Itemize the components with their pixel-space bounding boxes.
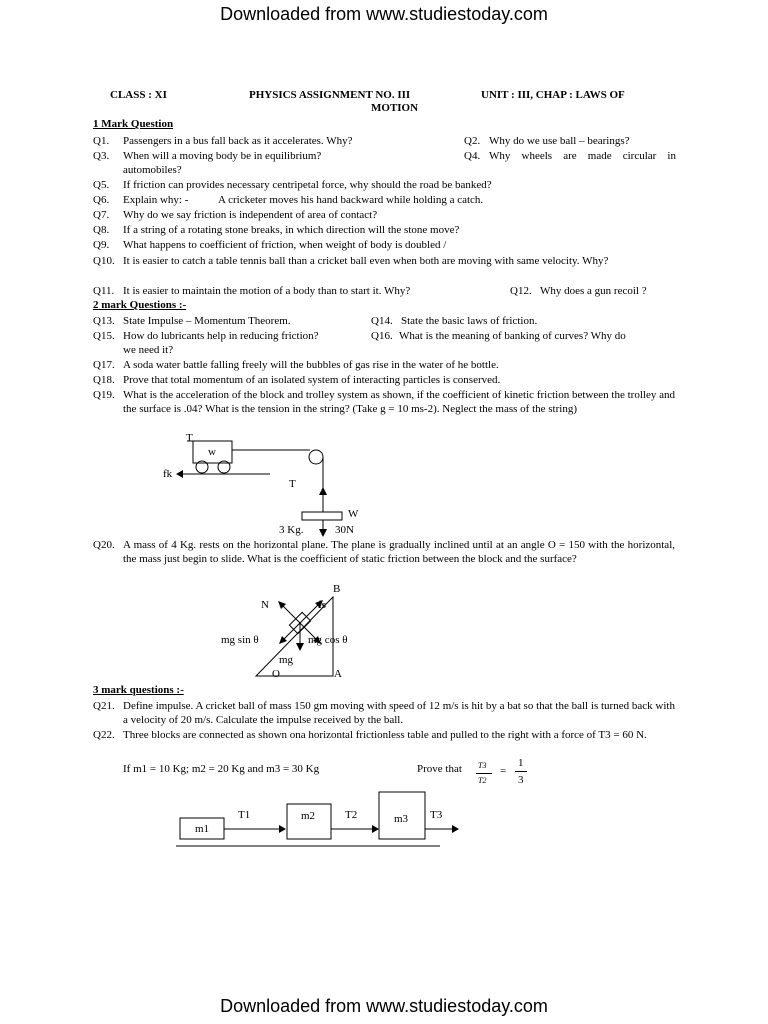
question-number: Q6. <box>93 194 110 206</box>
question-text: Why wheels are made circular in <box>489 150 676 162</box>
fig20-label-mgcos: mg cos θ <box>308 634 348 646</box>
fig20-label-O: O <box>272 668 280 680</box>
question-number: Q15. <box>93 330 115 342</box>
assignment-title-line2: MOTION <box>371 102 419 114</box>
fig19-label-W: W <box>348 508 359 520</box>
fig22-label-m2: m2 <box>301 810 316 822</box>
question-number: Q5. <box>93 179 110 191</box>
rhs-denominator: 3 <box>518 774 524 786</box>
question-text: Prove that total momentum of an isolated system of interacting particles is conserved. <box>123 374 501 386</box>
arrow-T2 <box>372 825 379 833</box>
question-text: It is easier to maintain the motion of a body than to start it. Why? <box>123 285 411 297</box>
fig20-label-fs: fs <box>318 599 326 611</box>
question-text: A mass of 4 Kg. rests on the horizontal plane. The plane is gradually inclined until at an angle O = 150 with the horizontal, the mass just begin to slide. What is the coefficient of static friction between the block and the surface? <box>123 539 675 565</box>
question-text: Why do we say friction is independent of area of contact? <box>123 209 378 221</box>
question-number: Q18. <box>93 374 115 386</box>
class-label: CLASS : XI <box>110 89 167 101</box>
question-number: Q3. <box>93 150 110 162</box>
question-number: Q22. <box>93 729 115 741</box>
fig19-label-T-top: T <box>186 432 193 444</box>
fig19-label-T: T <box>289 478 296 490</box>
question-text: What happens to coefficient of friction, when weight of body is doubled / <box>123 239 447 251</box>
question-text: If a string of a rotating stone breaks, in which direction will the stone move? <box>123 224 460 236</box>
fig20-label-mg: mg <box>279 654 294 666</box>
fraction-denominator: T2 <box>478 776 487 785</box>
fig20-label-mgsin: mg sin θ <box>221 634 259 646</box>
arrow-T1 <box>279 825 286 833</box>
question-number: Q19. <box>93 389 115 401</box>
question-text: Passengers in a bus fall back as it accelerates. Why? <box>123 135 353 147</box>
question-number: Q4. <box>464 150 481 162</box>
fig22-label-T2: T2 <box>345 809 358 821</box>
question-4-continued: automobiles? <box>123 164 182 176</box>
question-number: Q14. <box>371 315 393 327</box>
question-number: Q11. <box>93 285 115 297</box>
fig20-label-B: B <box>333 583 341 595</box>
section-3-mark: 3 mark questions :- <box>93 684 184 696</box>
assignment-title-line1: PHYSICS ASSIGNMENT NO. III <box>249 89 411 101</box>
question-text: It is easier to catch a table tennis ball than a cricket ball even when both are moving with same velocity. Why? <box>123 255 609 267</box>
question-text: Explain why: - A cricketer moves his hand backward while holding a catch. <box>123 194 484 206</box>
question-text: When will a moving body be in equilibrium? <box>123 150 322 162</box>
question-number: Q10. <box>93 255 115 267</box>
fig22-label-T3: T3 <box>430 809 443 821</box>
rhs-numerator: 1 <box>518 757 524 769</box>
question-text: Define impulse. A cricket ball of mass 150 gm moving with speed of 12 m/s is hit by a bat so that the ball is turned back with a velocity of 20 m/s. Calculate the impulse received by the ball. <box>123 700 675 726</box>
question-16-continued: we need it? <box>123 344 174 356</box>
arrow-T3 <box>452 825 459 833</box>
question-text: Three blocks are connected as shown ona horizontal frictionless table and pulled to the right with a force of T3 = 60 N. <box>123 729 647 741</box>
fig19-label-force: 30N <box>335 524 354 536</box>
question-text: Why does a gun recoil ? <box>540 285 647 297</box>
section-2-mark: 2 mark Questions :- <box>93 299 187 311</box>
download-banner-bottom: Downloaded from www.studiestoday.com <box>220 996 548 1016</box>
question-number: Q20. <box>93 539 115 551</box>
fraction-numerator: T3 <box>478 761 487 770</box>
fraction-equals: = <box>500 765 507 777</box>
fig20-label-N: N <box>261 599 269 611</box>
question-number: Q8. <box>93 224 110 236</box>
question-number: Q2. <box>464 135 481 147</box>
fig19-label-mass: 3 Kg. <box>279 524 304 536</box>
fig19-label-fk: fk <box>163 468 173 480</box>
question-text: What is the acceleration of the block and trolley system as shown, if the coefficient of kinetic friction between the trolley and the surface is .04? What is the tension in the string? (Take g = 10 ms-2). Neglect the mass of the string) <box>123 389 675 415</box>
question-22-masses: If m1 = 10 Kg; m2 = 20 Kg and m3 = 30 Kg <box>123 763 320 775</box>
question-text: Why do we use ball – bearings? <box>489 135 630 147</box>
fig22-label-m1: m1 <box>195 823 210 835</box>
fig22-label-m3: m3 <box>394 813 409 825</box>
question-number: Q12. <box>510 285 532 297</box>
question-text: If friction can provides necessary centripetal force, why should the road be banked? <box>123 179 492 191</box>
question-number: Q16. <box>371 330 393 342</box>
question-text: What is the meaning of banking of curves? Why do <box>399 330 626 342</box>
question-number: Q13. <box>93 315 115 327</box>
question-number: Q17. <box>93 359 115 371</box>
question-text: State Impulse – Momentum Theorem. <box>123 315 291 327</box>
fig19-label-w: w <box>208 446 216 458</box>
question-text: State the basic laws of friction. <box>401 315 538 327</box>
download-banner-top: Downloaded from www.studiestoday.com <box>220 4 548 24</box>
question-number: Q7. <box>93 209 110 221</box>
question-number: Q1. <box>93 135 110 147</box>
fig22-label-T1: T1 <box>238 809 251 821</box>
question-number: Q21. <box>93 700 115 712</box>
question-text: How do lubricants help in reducing friction? <box>123 330 319 342</box>
question-22-prove-label: Prove that <box>417 763 462 775</box>
fig20-label-A: A <box>334 668 342 680</box>
section-1-mark: 1 Mark Question <box>93 118 174 130</box>
unit-label: UNIT : III, CHAP : LAWS OF <box>481 89 625 101</box>
question-number: Q9. <box>93 239 110 251</box>
question-text: A soda water battle falling freely will the bubbles of gas rise in the water of he bottle. <box>123 359 499 371</box>
